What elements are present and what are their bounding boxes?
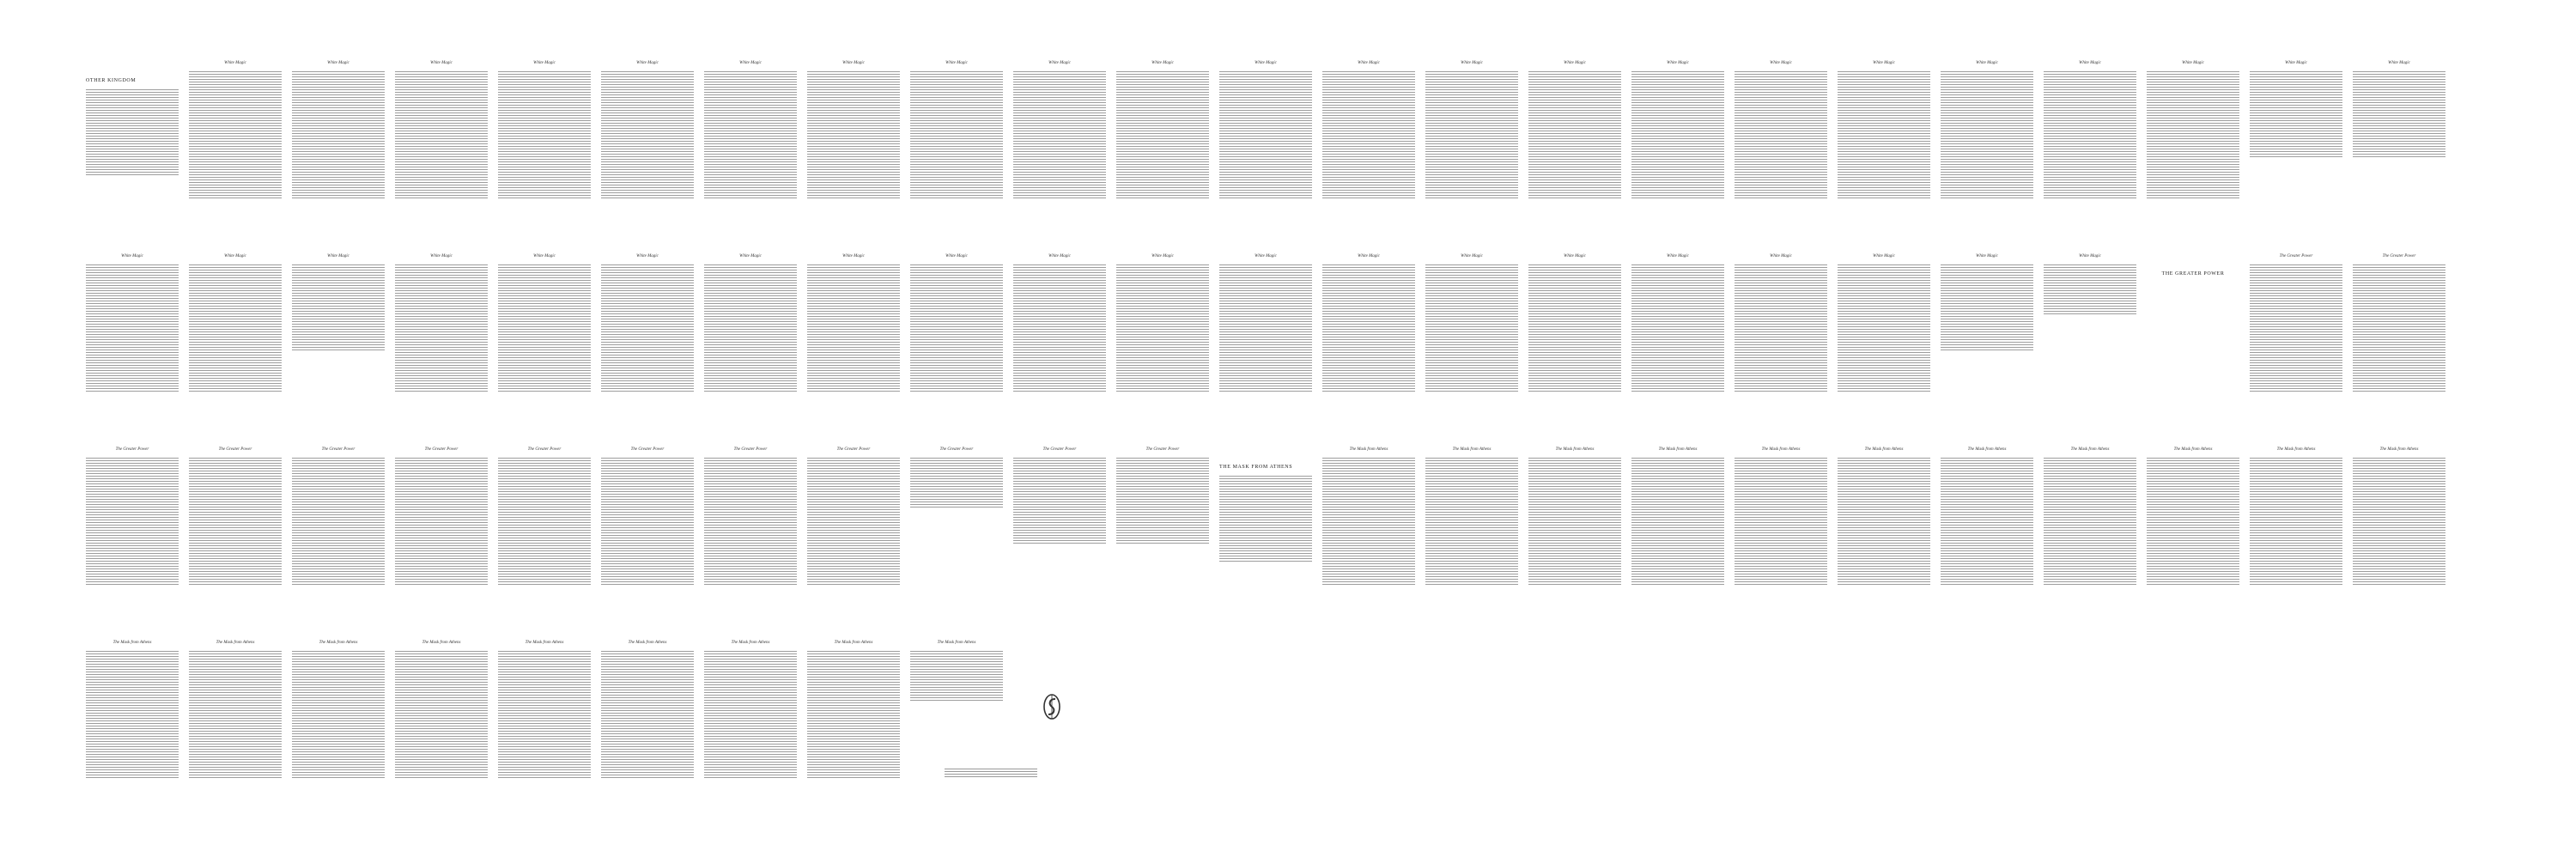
chapter-title: THE MASK FROM ATHENS [1219, 465, 1293, 470]
page-thumbnail [1116, 60, 1209, 223]
page-thumbnail [601, 253, 694, 416]
page-thumbnail [807, 447, 900, 610]
page-text-block [1425, 458, 1518, 587]
running-head: White Magic [1770, 61, 1792, 65]
page-text-block [395, 264, 488, 393]
page-text-block [2044, 264, 2136, 316]
running-head: The Mask from Athens [628, 641, 667, 645]
page-thumbnail [1425, 447, 1518, 610]
page-text-block [807, 458, 900, 587]
page-text-block [1528, 458, 1621, 587]
page-thumbnail [1941, 253, 2033, 416]
running-head: White Magic [636, 254, 659, 258]
page-text-block [498, 264, 591, 393]
page-thumbnail [189, 640, 282, 803]
running-head: White Magic [1564, 254, 1586, 258]
running-head: White Magic [2285, 61, 2307, 65]
running-head: White Magic [1151, 61, 1174, 65]
running-head: The Mask from Athens [1864, 447, 1904, 452]
page-text-block [2353, 71, 2445, 157]
page-thumbnail [1219, 253, 1312, 416]
page-thumbnail [395, 447, 488, 610]
running-head: The Mask from Athens [1967, 447, 2007, 452]
page-thumbnail [1838, 60, 1930, 223]
page-text-block [1735, 71, 1827, 200]
page-thumbnail [910, 60, 1003, 223]
page-thumbnail [498, 640, 591, 803]
running-head: White Magic [2388, 61, 2410, 65]
running-head: White Magic [1048, 254, 1071, 258]
running-head: The Greater Power [2382, 254, 2416, 258]
page-text-block [2250, 264, 2342, 393]
page-text-block [498, 651, 591, 780]
running-head: White Magic [2079, 61, 2101, 65]
page-thumbnail [189, 60, 282, 223]
page-thumbnail [2044, 60, 2136, 223]
page-thumbnail [292, 60, 385, 223]
running-head: The Greater Power [321, 447, 355, 452]
page-text-block [601, 264, 694, 393]
page-text-block [189, 651, 282, 780]
colophon-text-block [945, 769, 1037, 777]
page-thumbnail [1631, 253, 1724, 416]
page-text-block [1838, 458, 1930, 587]
page-text-block [1013, 264, 1106, 393]
page-row-2 [86, 253, 2529, 416]
running-head: White Magic [842, 254, 865, 258]
page-thumbnail [807, 60, 900, 223]
running-head: White Magic [945, 254, 968, 258]
running-head: The Greater Power [733, 447, 768, 452]
page-thumbnail [189, 447, 282, 610]
running-head: The Mask from Athens [422, 641, 461, 645]
page-text-block [498, 71, 591, 200]
page-text-block [704, 71, 797, 200]
page-text-block [807, 264, 900, 393]
page-text-block [1735, 458, 1827, 587]
page-thumbnail [704, 60, 797, 223]
page-text-block [1528, 71, 1621, 200]
page-thumbnail [1528, 447, 1621, 610]
running-head: The Mask from Athens [1452, 447, 1492, 452]
page-thumbnail [1838, 447, 1930, 610]
page-thumbnail [601, 60, 694, 223]
page-thumbnail [1219, 447, 1312, 610]
page-thumbnail [86, 640, 179, 803]
running-head: White Magic [1873, 254, 1895, 258]
contact-sheet [86, 60, 2529, 807]
page-thumbnail [1322, 253, 1415, 416]
page-thumbnail [1838, 253, 1930, 416]
running-head: The Mask from Athens [2173, 447, 2213, 452]
page-thumbnail [910, 447, 1003, 610]
page-thumbnail [2353, 60, 2445, 223]
page-text-block [1425, 264, 1518, 393]
running-head: White Magic [1358, 254, 1380, 258]
running-head: The Greater Power [1042, 447, 1077, 452]
page-row-3 [86, 447, 2529, 610]
running-head: White Magic [1255, 61, 1277, 65]
running-head: The Mask from Athens [112, 641, 152, 645]
page-thumbnail [2250, 60, 2342, 223]
running-head: The Mask from Athens [1658, 447, 1698, 452]
page-text-block [189, 458, 282, 587]
page-text-block [1322, 264, 1415, 393]
page-text-block [910, 264, 1003, 393]
running-head: The Mask from Athens [731, 641, 770, 645]
running-head: The Greater Power [115, 447, 149, 452]
page-text-block [1322, 71, 1415, 200]
page-thumbnail [2250, 447, 2342, 610]
running-head: White Magic [430, 61, 453, 65]
page-text-block [1116, 71, 1209, 200]
page-text-block [395, 651, 488, 780]
page-text-block [189, 264, 282, 393]
page-text-block [1941, 264, 2033, 350]
running-head: White Magic [1461, 254, 1483, 258]
page-thumbnail [2044, 253, 2136, 416]
page-thumbnail [2147, 60, 2239, 223]
page-text-block [1219, 264, 1312, 393]
running-head: White Magic [121, 254, 143, 258]
page-thumbnail [601, 447, 694, 610]
running-head: White Magic [2079, 254, 2101, 258]
running-head: The Mask from Athens [2276, 447, 2316, 452]
running-head: The Greater Power [939, 447, 974, 452]
page-text-block [498, 458, 591, 587]
page-thumbnail [498, 447, 591, 610]
page-text-block [1528, 264, 1621, 393]
running-head: White Magic [430, 254, 453, 258]
page-thumbnail [1528, 60, 1621, 223]
page-thumbnail [704, 640, 797, 803]
running-head: The Mask from Athens [1349, 447, 1388, 452]
running-head: White Magic [1255, 254, 1277, 258]
running-head: The Greater Power [218, 447, 252, 452]
page-text-block [395, 71, 488, 200]
page-text-block [2147, 458, 2239, 587]
running-head: White Magic [224, 254, 246, 258]
page-text-block [86, 264, 179, 393]
page-thumbnail [292, 640, 385, 803]
running-head: White Magic [1667, 61, 1689, 65]
publisher-device-icon [1039, 691, 1065, 722]
page-text-block [1941, 458, 2033, 587]
page-thumbnail [1425, 253, 1518, 416]
running-head: The Greater Power [424, 447, 459, 452]
running-head: White Magic [1770, 254, 1792, 258]
page-text-block [1838, 264, 1930, 393]
page-thumbnail [2353, 253, 2445, 416]
page-thumbnail [1735, 60, 1827, 223]
running-head: White Magic [1976, 61, 1998, 65]
page-thumbnail [292, 253, 385, 416]
page-text-block [2250, 458, 2342, 587]
page-thumbnail [1941, 447, 2033, 610]
page-text-block [601, 651, 694, 780]
page-thumbnail [1322, 447, 1415, 610]
running-head: The Greater Power [630, 447, 665, 452]
running-head: The Mask from Athens [937, 641, 976, 645]
page-thumbnail [1631, 447, 1724, 610]
running-head: White Magic [945, 61, 968, 65]
page-text-block [910, 71, 1003, 200]
running-head: White Magic [842, 61, 865, 65]
page-thumbnail [1013, 447, 1106, 610]
page-thumbnail [704, 253, 797, 416]
page-thumbnail [807, 253, 900, 416]
running-head: White Magic [636, 61, 659, 65]
page-text-block [292, 651, 385, 780]
page-thumbnail [1116, 447, 1209, 610]
page-thumbnail [2353, 447, 2445, 610]
page-text-block [704, 458, 797, 587]
running-head: The Mask from Athens [525, 641, 564, 645]
page-text-block [807, 71, 900, 200]
running-head: White Magic [533, 254, 556, 258]
page-text-block [1116, 458, 1209, 544]
running-head: The Mask from Athens [2070, 447, 2110, 452]
page-thumbnail [601, 640, 694, 803]
page-text-block [704, 651, 797, 780]
page-text-block [1941, 71, 2033, 200]
running-head: The Greater Power [527, 447, 562, 452]
page-thumbnail [1425, 60, 1518, 223]
running-head: The Greater Power [2279, 254, 2313, 258]
running-head: White Magic [739, 254, 762, 258]
running-head: The Mask from Athens [2379, 447, 2419, 452]
running-head: White Magic [739, 61, 762, 65]
page-text-block [1425, 71, 1518, 200]
chapter-title: THE GREATER POWER [2161, 271, 2225, 277]
page-thumbnail [1631, 60, 1724, 223]
page-text-block [1322, 458, 1415, 587]
page-text-block [1838, 71, 1930, 200]
running-head: White Magic [327, 61, 349, 65]
page-thumbnail [395, 60, 488, 223]
page-text-block [910, 458, 1003, 509]
page-thumbnail [1735, 253, 1827, 416]
page-thumbnail [189, 253, 282, 416]
chapter-title: OTHER KINGDOM [86, 78, 137, 83]
running-head: The Greater Power [1145, 447, 1180, 452]
page-text-block [292, 458, 385, 587]
running-head: White Magic [2182, 61, 2204, 65]
page-thumbnail [292, 447, 385, 610]
running-head: The Greater Power [836, 447, 871, 452]
page-thumbnail [910, 253, 1003, 416]
page-thumbnail [395, 253, 488, 416]
running-head: The Mask from Athens [216, 641, 255, 645]
page-text-block [1735, 264, 1827, 393]
page-text-block [2250, 71, 2342, 157]
page-text-block [86, 651, 179, 780]
page-thumbnail [395, 640, 488, 803]
page-row-1 [86, 60, 2529, 223]
page-thumbnail [1322, 60, 1415, 223]
page-text-block [2044, 458, 2136, 587]
page-text-block [86, 458, 179, 587]
page-thumbnail [2250, 253, 2342, 416]
page-thumbnail [1116, 253, 1209, 416]
page-text-block [2147, 71, 2239, 200]
running-head: White Magic [327, 254, 349, 258]
running-head: The Mask from Athens [1761, 447, 1801, 452]
running-head: White Magic [1873, 61, 1895, 65]
page-thumbnail [1735, 447, 1827, 610]
page-text-block [1013, 71, 1106, 200]
running-head: The Mask from Athens [319, 641, 358, 645]
running-head: White Magic [533, 61, 556, 65]
page-text-block [1013, 458, 1106, 544]
page-text-block [292, 264, 385, 350]
page-thumbnail [498, 253, 591, 416]
page-thumbnail [2147, 253, 2239, 416]
page-thumbnail [704, 447, 797, 610]
page-text-block [1631, 264, 1724, 393]
running-head: White Magic [1461, 61, 1483, 65]
page-thumbnail [910, 640, 1003, 803]
page-thumbnail [1941, 60, 2033, 223]
running-head: White Magic [1151, 254, 1174, 258]
running-head: White Magic [1358, 61, 1380, 65]
page-text-block [704, 264, 797, 393]
page-text-block [807, 651, 900, 780]
page-text-block [86, 89, 179, 175]
page-row-4 [86, 640, 2529, 803]
page-text-block [1631, 458, 1724, 587]
page-text-block [2353, 264, 2445, 393]
page-thumbnail [1013, 60, 1106, 223]
running-head: White Magic [1048, 61, 1071, 65]
page-text-block [1631, 71, 1724, 200]
page-thumbnail [498, 60, 591, 223]
running-head: The Mask from Athens [1555, 447, 1595, 452]
page-text-block [2044, 71, 2136, 200]
running-head: White Magic [1564, 61, 1586, 65]
page-text-block [395, 458, 488, 587]
running-head: White Magic [1976, 254, 1998, 258]
page-text-block [601, 458, 694, 587]
page-text-block [1219, 476, 1312, 562]
running-head: White Magic [224, 61, 246, 65]
running-head: The Mask from Athens [834, 641, 873, 645]
page-text-block [910, 651, 1003, 702]
page-text-block [1219, 71, 1312, 200]
page-thumbnail [1528, 253, 1621, 416]
page-thumbnail [86, 253, 179, 416]
running-head: White Magic [1667, 254, 1689, 258]
page-text-block [601, 71, 694, 200]
page-thumbnail [2147, 447, 2239, 610]
page-thumbnail [86, 60, 179, 223]
page-text-block [1116, 264, 1209, 393]
page-text-block [2353, 458, 2445, 587]
page-text-block [189, 71, 282, 200]
page-thumbnail [86, 447, 179, 610]
page-thumbnail [807, 640, 900, 803]
page-thumbnail [1013, 253, 1106, 416]
page-thumbnail [2044, 447, 2136, 610]
page-thumbnail [1219, 60, 1312, 223]
page-text-block [292, 71, 385, 200]
